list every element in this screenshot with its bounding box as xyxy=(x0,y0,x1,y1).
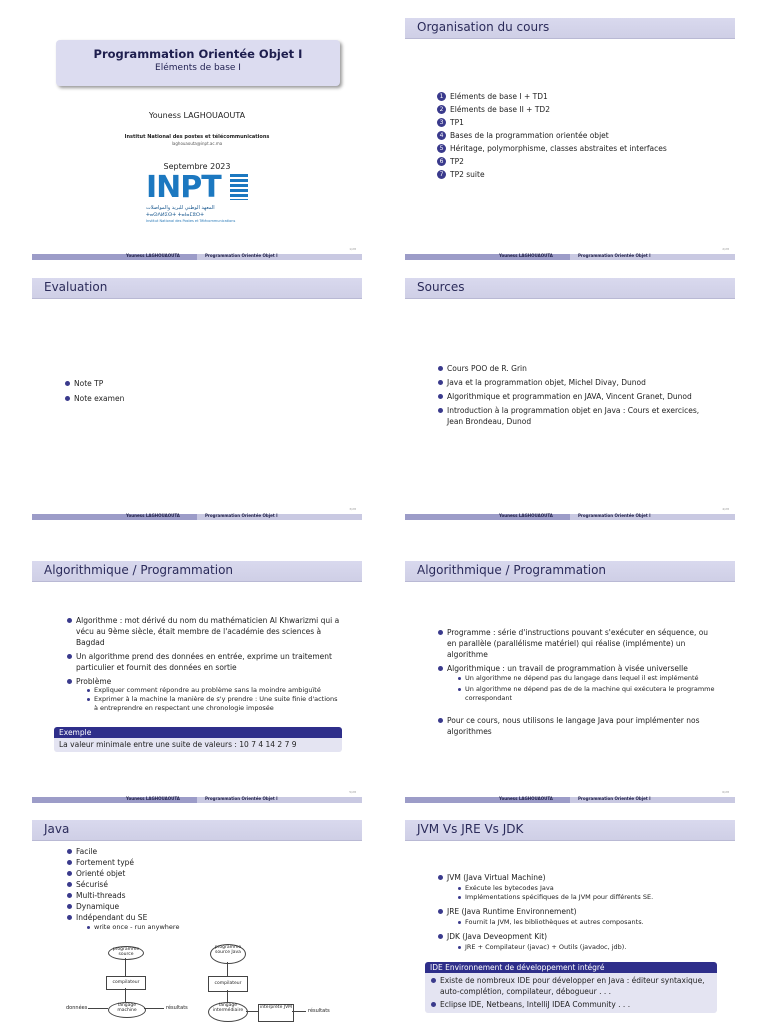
list-item: Existe de nombreux IDE pour développer en Java : éditeur syntaxique, auto-complétion, compilateur, débogueur . . . xyxy=(430,975,712,997)
footer-author: Youness LAGHOUAOUTA xyxy=(499,253,553,258)
list-item: 4 Bases de la programmation orientée objet xyxy=(437,129,727,142)
list-item: Fortement typé xyxy=(66,857,266,868)
list-item: Un algorithme prend des données en entrée, exprime un traitement particulier et fournit des données en sortie xyxy=(66,651,346,673)
page-number: 2/28 xyxy=(722,247,729,251)
list-item: JDK (Java Deveopment Kit) xyxy=(437,931,727,942)
slide-7 xyxy=(32,812,362,1024)
slide-title: Evaluation xyxy=(44,280,108,294)
jvm-item xyxy=(437,872,727,883)
list-item: JRE (Java Runtime Environnement) xyxy=(437,906,727,917)
diagram-prog-source: programme source xyxy=(108,946,144,960)
slide-3 xyxy=(32,270,362,520)
slide-title-bar xyxy=(32,820,362,840)
slide-title: Java xyxy=(44,822,70,836)
author: Youness LAGHOUAOUTA xyxy=(148,111,246,120)
ide-list xyxy=(430,975,712,1010)
list-item: Orienté objet xyxy=(66,868,266,879)
inpt-logo xyxy=(146,170,250,236)
diagram-compiler-java: compilateur xyxy=(208,976,248,992)
footer-course: Programmation Orientée Objet I xyxy=(205,253,278,258)
diagram-compiler: compilateur xyxy=(106,976,146,990)
jre-item xyxy=(437,906,727,917)
slide-title-bar xyxy=(405,561,735,581)
list-item: Note examen xyxy=(64,393,354,404)
diagram-lang-inter: langage intermédiaire xyxy=(208,1002,248,1022)
list-item: 5 Héritage, polymorphisme, classes abstraites et interfaces xyxy=(437,142,727,155)
ide-body xyxy=(425,973,717,1013)
diagram-resultats-java: résultats xyxy=(308,1008,330,1014)
footer xyxy=(405,797,735,803)
course-outline xyxy=(437,90,727,181)
footer-course: Programmation Orientée Objet I xyxy=(205,513,278,518)
list-item: Introduction à la programmation objet en Java : Cours et exercices, Jean Brondeau, Dunod xyxy=(437,405,717,427)
list-item: Implémentations spécifiques de la JVM pour différents SE. xyxy=(457,893,727,902)
slide-title: Algorithmique / Programmation xyxy=(44,563,234,577)
list-item: 6 TP2 xyxy=(437,155,727,168)
footer-author: Youness LAGHOUAOUTA xyxy=(499,796,553,801)
diagram-lang-machine: langage machine xyxy=(108,1002,146,1018)
diagram-resultats: résultats xyxy=(166,1005,188,1011)
date: Septembre 2023 xyxy=(163,162,231,171)
diagram-donnees: données xyxy=(66,1005,88,1011)
list-item: JVM (Java Virtual Machine) xyxy=(437,872,727,883)
example-block xyxy=(54,727,342,752)
presentation-subtitle: Eléments de base I xyxy=(155,63,241,73)
presentation-title: Programmation Orientée Objet I xyxy=(93,47,303,61)
page-number: 5/28 xyxy=(349,790,356,794)
footer xyxy=(405,254,735,260)
sources-list xyxy=(437,363,717,427)
java-features xyxy=(66,846,266,923)
algo-sublist xyxy=(447,674,717,703)
example-body: La valeur minimale entre une suite de valeurs : 10 7 4 14 2 7 9 xyxy=(54,738,342,752)
list-item: Facile xyxy=(66,846,266,857)
list-item: write once - run anywhere xyxy=(86,923,276,932)
list-item: Indépendant du SE xyxy=(66,912,266,923)
logo-bars-icon xyxy=(230,174,248,200)
list-item: Fournit la JVM, les bibliothèques et autres composants. xyxy=(457,918,727,927)
evaluation-list xyxy=(64,378,354,404)
slide-title: Organisation du cours xyxy=(417,20,550,34)
list-item: Expliquer comment répondre au problème sans la moindre ambiguïté xyxy=(86,686,342,695)
ide-block xyxy=(425,962,717,1013)
footer-author: Youness LAGHOUAOUTA xyxy=(126,253,180,258)
list-item: Algorithmique et programmation en JAVA, Vincent Granet, Dunod xyxy=(437,391,717,402)
slide-title: JVM Vs JRE Vs JDK xyxy=(417,822,524,836)
slide-title-bar xyxy=(405,820,735,840)
footer-course: Programmation Orientée Objet I xyxy=(578,253,651,258)
list-item: 7 TP2 suite xyxy=(437,168,727,181)
program-list xyxy=(437,627,719,674)
list-item: Sécurisé xyxy=(66,879,266,890)
list-item: Dynamique xyxy=(66,901,266,912)
footer-author: Youness LAGHOUAOUTA xyxy=(126,513,180,518)
footer-course: Programmation Orientée Objet I xyxy=(578,513,651,518)
footer-author: Youness LAGHOUAOUTA xyxy=(126,796,180,801)
slide-6 xyxy=(405,553,735,803)
diagram-prog-source-java: programme source Java xyxy=(210,944,246,964)
page-number: 4/28 xyxy=(722,507,729,511)
jdk-sub xyxy=(447,943,727,952)
list-item: Note TP xyxy=(64,378,354,389)
page-number: 6/28 xyxy=(722,790,729,794)
list-item: Multi-threads xyxy=(66,890,266,901)
list-item: JRE + Compilateur (javac) + Outils (javadoc, jdb). xyxy=(457,943,727,952)
diagram-interp: interprète JVM xyxy=(258,1004,294,1022)
list-item: 1 Eléments de base I + TD1 xyxy=(437,90,727,103)
slide-title: Sources xyxy=(417,280,465,294)
list-item: Problème xyxy=(66,676,346,687)
page-number: 3/28 xyxy=(349,507,356,511)
logo-english: Institut National des Postes et Télécommunications xyxy=(146,219,236,223)
compilation-diagram xyxy=(42,936,352,1024)
list-item: Eclipse IDE, Netbeans, IntelliJ IDEA Community . . . xyxy=(430,999,712,1010)
list-item: 3 TP1 xyxy=(437,116,727,129)
slide-title-bar xyxy=(405,18,735,38)
list-item: Un algorithme ne dépend pas de de la machine qui exécutera le programme correspondant xyxy=(457,685,717,703)
footer xyxy=(32,514,362,520)
slide-title-bar xyxy=(405,278,735,298)
jvm-sub xyxy=(447,884,727,902)
footer xyxy=(32,797,362,803)
page-number: 1/28 xyxy=(349,247,356,251)
algo-list xyxy=(66,615,346,687)
list-item: Exprimer à la machine la manière de s'y prendre : Une suite finie d'actions à entreprendre en respectant une chronologie imposée xyxy=(86,695,342,713)
list-item: Cours POO de R. Grin xyxy=(437,363,717,374)
java-note xyxy=(437,715,719,737)
java-sub xyxy=(76,923,276,932)
logo-word: INPT xyxy=(146,170,221,205)
jre-sub xyxy=(447,918,727,927)
list-item: Algorithmique : un travail de programmation à visée universelle xyxy=(437,663,719,674)
footer xyxy=(32,254,362,260)
list-item: Java et la programmation objet, Michel Divay, Dunod xyxy=(437,377,717,388)
slide-title-bar xyxy=(32,561,362,581)
ide-title: IDE Environnement de développement intégré xyxy=(425,962,717,973)
footer-course: Programmation Orientée Objet I xyxy=(205,796,278,801)
list-item: Algorithme : mot dérivé du nom du mathématicien Al Khwarizmi qui a vécu au 9ème siècle, était membre de l'académie des sciences à Bagdad xyxy=(66,615,346,648)
footer-course: Programmation Orientée Objet I xyxy=(578,796,651,801)
logo-tifinagh: ⵜⴰⵙⴷⵍⵉⵙⵜ ⵜⴰⵏⴰⵎⵓⵔⵜ xyxy=(146,212,205,218)
list-item: Pour ce cours, nous utilisons le langage Java pour implémenter nos algorithmes xyxy=(437,715,719,737)
list-item: 2 Eléments de base II + TD2 xyxy=(437,103,727,116)
list-item: Exécute les bytecodes Java xyxy=(457,884,727,893)
logo-arabic: المعهد الوطني للبريد والمواصلات xyxy=(146,205,215,211)
slide-2 xyxy=(405,10,735,260)
problem-sublist xyxy=(76,686,342,713)
title-box xyxy=(56,40,340,86)
slide-8 xyxy=(405,812,735,1024)
jdk-item xyxy=(437,931,727,942)
list-item: Un algorithme ne dépend pas du langage dans lequel il est implémenté xyxy=(457,674,717,683)
slide-4 xyxy=(405,270,735,520)
footer xyxy=(405,514,735,520)
slide-5 xyxy=(32,553,362,803)
slide-title-bar xyxy=(32,278,362,298)
footer-author: Youness LAGHOUAOUTA xyxy=(499,513,553,518)
slide-title: Algorithmique / Programmation xyxy=(417,563,607,577)
institute: Institut National des postes et télécommunications xyxy=(124,134,270,140)
email: laghouaouta@inpt.ac.ma xyxy=(171,141,223,146)
example-title: Exemple xyxy=(54,727,342,738)
slide-1 xyxy=(32,10,362,260)
list-item: Programme : série d'instructions pouvant s'exécuter en séquence, ou en parallèle (parallélisme matériel) qui réalise (implémente) un algorithme xyxy=(437,627,719,660)
